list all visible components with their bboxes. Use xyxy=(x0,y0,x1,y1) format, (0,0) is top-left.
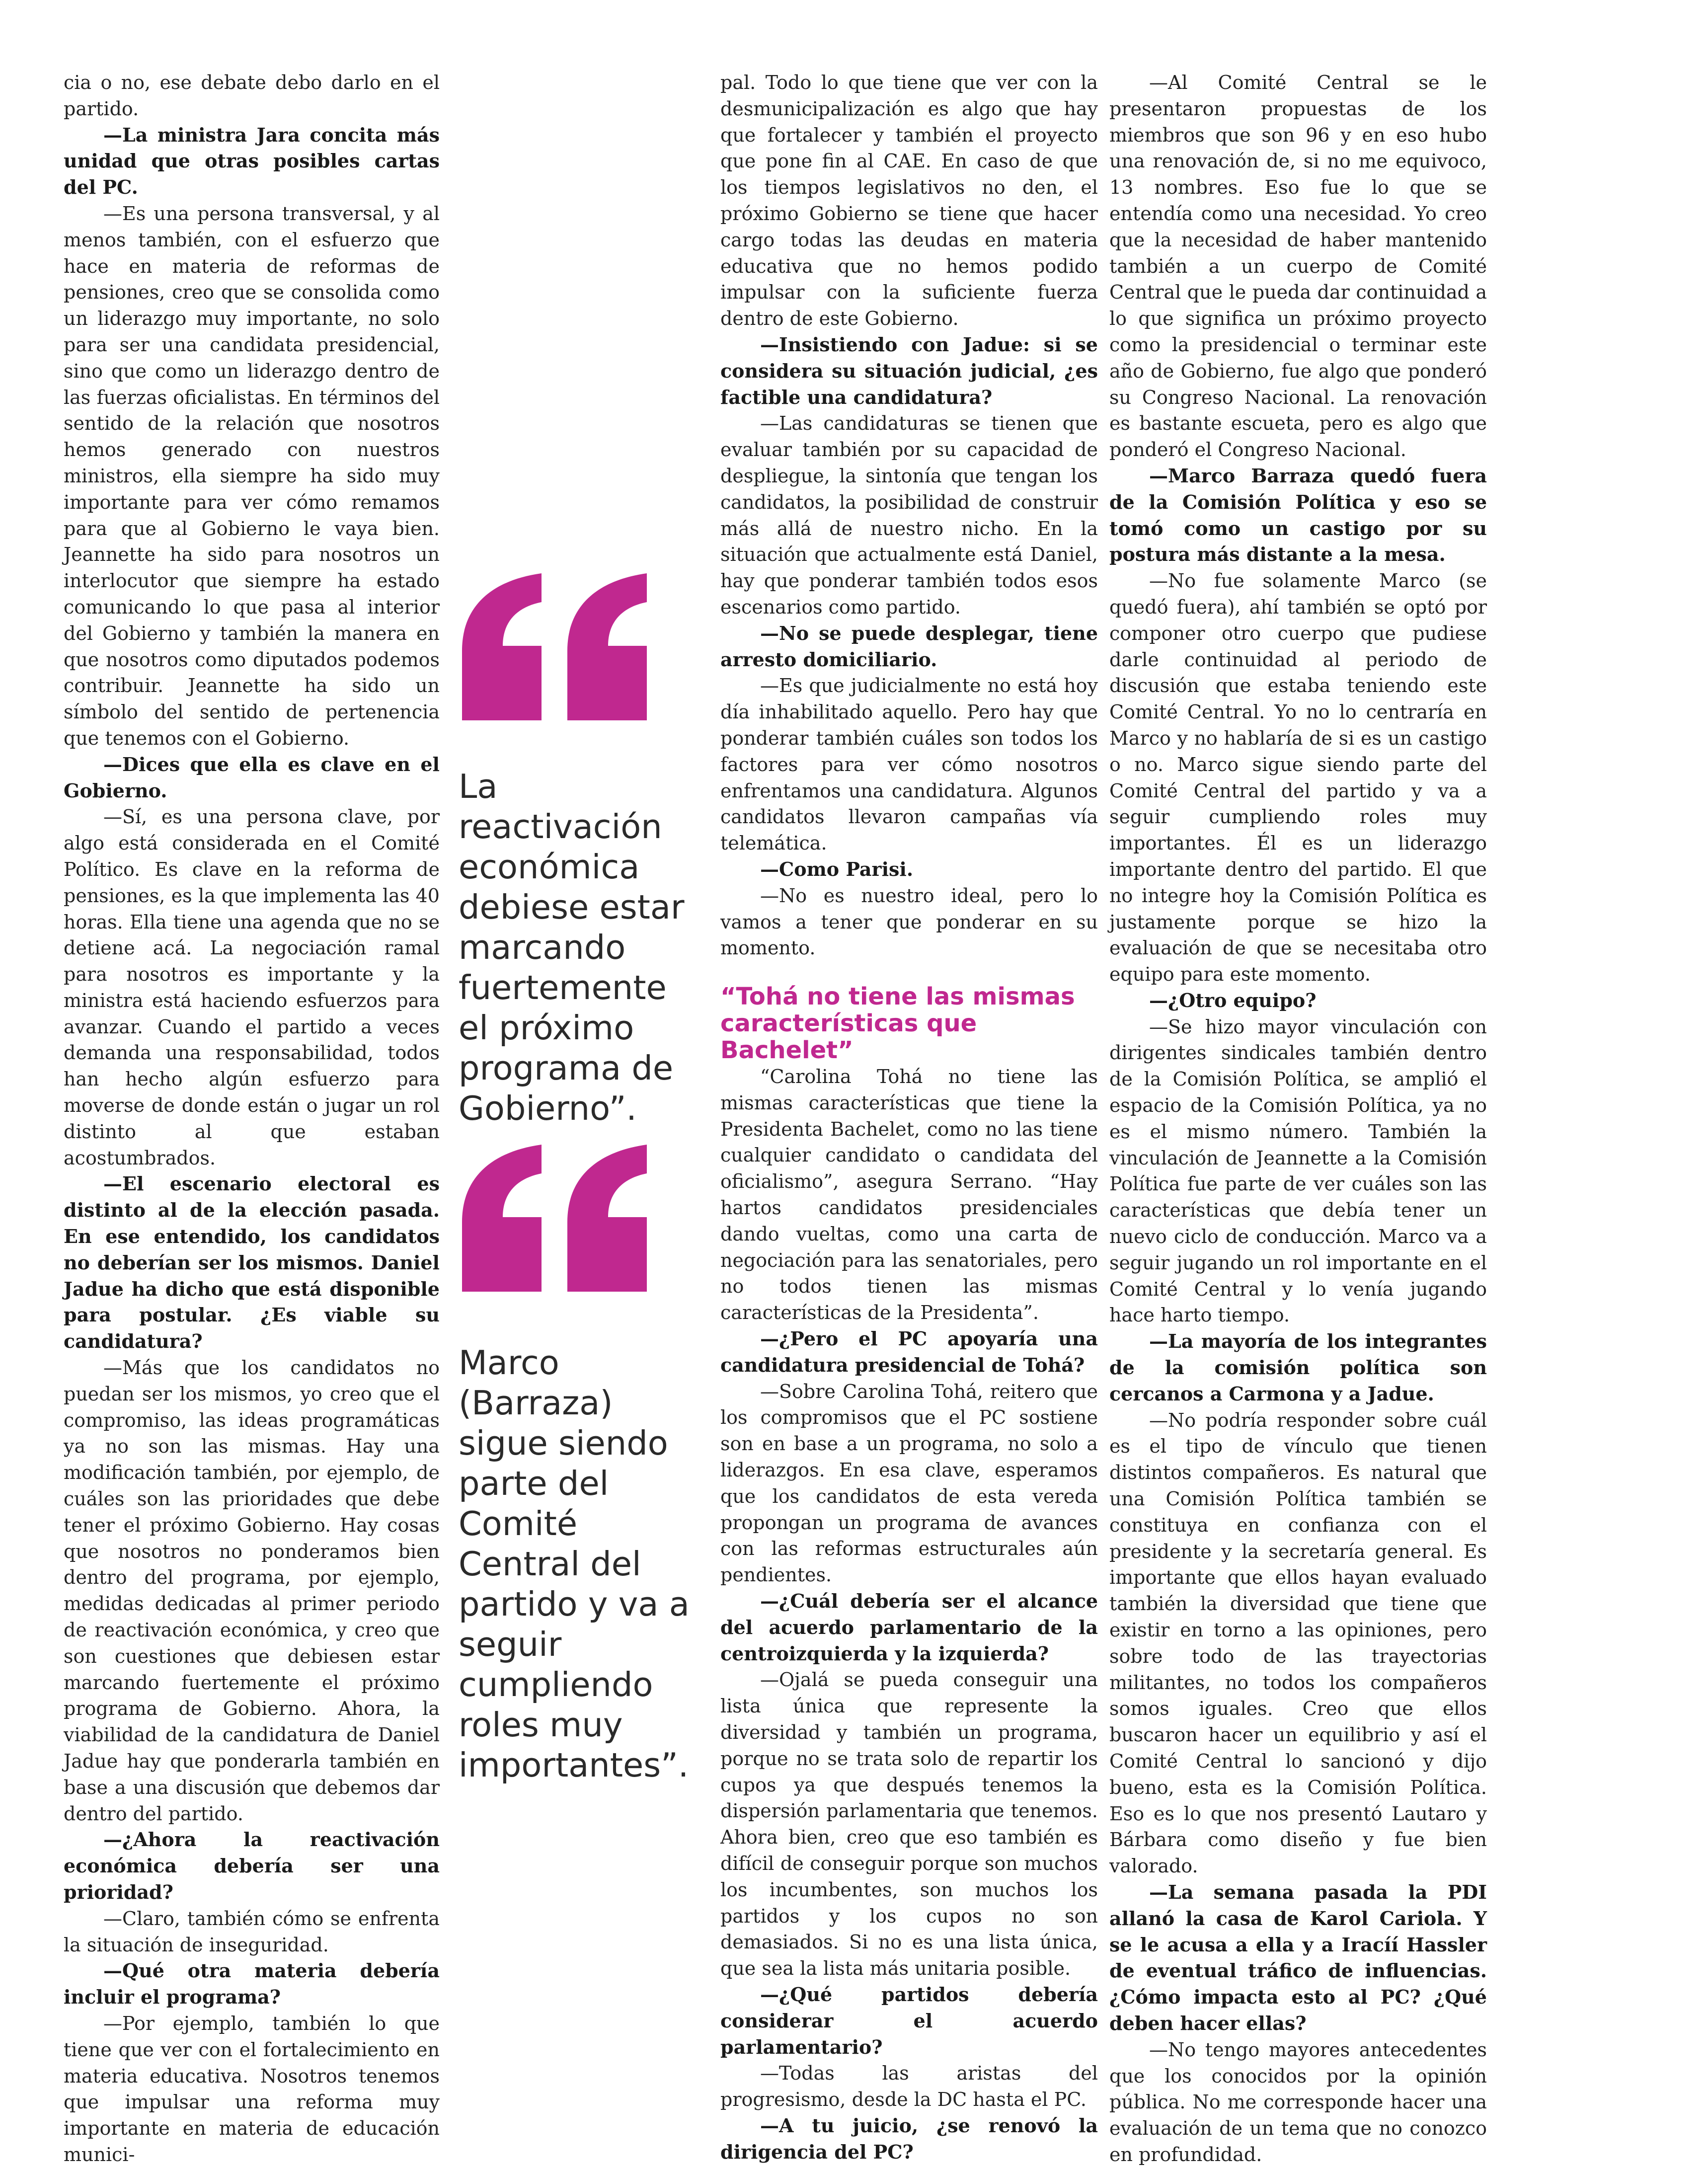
interview-question: —¿Pero el PC apoyaría una candidatura presidencial de Tohá? xyxy=(720,1327,1098,1376)
interview-answer: —Las candidaturas se tienen que evaluar también por su capacidad de despliegue, la sintonía que tengan los candidatos, la posibilidad de construir más allá de nuestro nicho. En la situación que actualmente está Daniel, hay que ponderar también todos esos escenarios como partido. xyxy=(720,412,1098,618)
article-column-4 xyxy=(1109,70,1487,2168)
interview-answer: —Por ejemplo, también lo que tiene que ver con el fortalecimiento en materia educativa. Nosotros tenemos que impulsar una reforma muy importante en materia de educación munici- xyxy=(64,2012,440,2166)
interview-question: —Marco Barraza quedó fuera de la Comisión Política y eso se tomó como un castigo por su postura más distante a la mesa. xyxy=(1109,464,1487,566)
interview-answer: —Al Comité Central se le presentaron propuestas de los miembros que son 96 y en eso hubo una renovación de, si no me equivoco, 13 nombres. Eso fue lo que se entendía como una necesidad. Yo creo que la necesidad de haber mantenido también a un cuerpo de Comité Central que le pueda dar continuidad a lo que significa un próximo proyecto como la presidencial o terminar este año de Gobierno, fue algo que ponderó su Congreso Nacional. La renovación es bastante escueta, pero es algo que ponderó el Congreso Nacional. xyxy=(1109,72,1487,461)
interview-answer: cia o no, ese debate debo darlo en el partido. xyxy=(64,72,440,120)
interview-question: —¿Ahora la reactivación económica debería ser una prioridad? xyxy=(64,1828,440,1903)
interview-answer: —Sobre Carolina Tohá, reitero que los compromisos que el PC sostiene son en base a un programa, no solo a liderazgos. En esa clave, esperamos que los candidatos de esta vereda propongan un programa de avances con las reformas estructurales aún pendientes. xyxy=(720,1380,1098,1586)
pull-quote-2: Marco (Barraza) sigue siendo parte del Comité Central del partido y va a seguir cumpliendo roles muy importantes”. xyxy=(459,1343,690,1784)
interview-question: —Como Parisi. xyxy=(760,857,914,880)
quote-mark-icon xyxy=(457,1143,656,1292)
interview-question: —A tu juicio, ¿se renovó la dirigencia del PC? xyxy=(720,2114,1098,2163)
interview-answer: —Sí, es una persona clave, por algo está considerada en el Comité Político. Es clave en la reforma de pensiones, es la que implementa las 40 horas. Ella tiene una agenda que no se detiene acá. La negociación ramal para nosotros es importante y la ministra está haciendo esfuerzos para avanzar. Cuando el partido a veces demanda una responsabilidad, todos han hecho algún esfuerzo para moverse de donde están o jugar un rol distinto al que estaban acostumbrados. xyxy=(64,806,440,1169)
interview-question: —El escenario electoral es distinto al de la elección pasada. En ese entendido, los candidatos no deberían ser los mismos. Daniel Jadue ha dicho que está disponible para postular. ¿Es viable su candidatura? xyxy=(64,1172,440,1353)
interview-question: —Dices que ella es clave en el Gobierno. xyxy=(64,753,440,802)
interview-question: —La mayoría de los integrantes de la comisión política son cercanos a Carmona y a Jadue. xyxy=(1109,1330,1487,1405)
interview-question: —Insistiendo con Jadue: si se considera su situación judicial, ¿es factible una candidatura? xyxy=(720,333,1098,408)
interview-question: —Qué otra materia debería incluir el programa? xyxy=(64,1959,440,2009)
interview-question: —¿Cuál debería ser el alcance del acuerdo parlamentario de la centroizquierda y la izquierda? xyxy=(720,1590,1098,1665)
interview-question: —¿Qué partidos debería considerar el acuerdo parlamentario? xyxy=(720,1983,1098,2058)
interview-answer: —Ojalá se pueda conseguir una lista única que represente la diversidad y también un programa, porque no se trata solo de repartir los cupos ya que después tenemos la dispersión parlamentaria que tenemos. Ahora bien, creo que eso también es difícil de conseguir porque son muchos los incumbentes, son muchos los partidos y los cupos no son demasiados. Si no es una lista única, que sea la lista más unitaria posible. xyxy=(720,1669,1098,1980)
interview-answer: —Se hizo mayor vinculación con dirigentes sindicales también dentro de la Comisión Política, se amplió el espacio de la Comisión Política, ya no es el mismo número. También la vinculación de Jeannette a la Comisión Política fue parte de ver cuáles son las características que debía tener un nuevo ciclo de conducción. Marco va a seguir jugando un rol importante en el Comité Central y lo venía jugando hace harto tiempo. xyxy=(1109,1015,1487,1326)
interview-answer: —Es una persona transversal, y al menos también, con el esfuerzo que hace en materia de reformas de pensiones, creo que se consolida como un liderazgo muy importante, no solo para ser una candidata presidencial, sino que como un liderazgo dentro de las fuerzas oficialistas. En términos del sentido de la relación que nosotros hemos generado con nuestros ministros, ella siempre ha sido muy importante para ver cómo remamos para que al Gobierno le vaya bien. Jeannette ha sido para nosotros un interlocutor que siempre ha estado comunicando lo que pasa al interior del Gobierno y también la manera en que nosotros como diputados podemos contribuir. Jeannette ha sido un símbolo del sentido de pertenencia que tenemos con el Gobierno. xyxy=(64,202,440,749)
interview-answer: —Es que judicialmente no está hoy día inhabilitado aquello. Pero hay que ponderar también cuáles son todos los factores para ver cómo nosotros enfrentamos una candidatura. Algunos candidatos llevaron campañas vía telemática. xyxy=(720,675,1098,854)
section-heading: “Tohá no tiene las mismas características que Bachelet” xyxy=(720,983,1075,1065)
quote-mark-icon xyxy=(457,571,656,720)
article-column-3 xyxy=(720,70,1098,2166)
interview-question: —No se puede desplegar, tiene arresto domiciliario. xyxy=(720,621,1098,671)
interview-answer: —No tengo mayores antecedentes que los conocidos por la opinión pública. No me corresponde hacer una evaluación de un tema que no conozco en profundidad. xyxy=(1109,2038,1487,2166)
interview-question: —La ministra Jara concita más unidad que otras posibles cartas del PC. xyxy=(64,123,440,199)
article-column-1 xyxy=(64,70,440,2168)
interview-answer: —No es nuestro ideal, pero lo vamos a tener que ponderar en su momento. xyxy=(720,884,1098,959)
interview-answer: —No podría responder sobre cuál es el tipo de vínculo que tienen distintos compañeros. Es natural que una Comisión Política también se constituya en confianza con el presidente y la secretaría general. Es importante que ellos hayan evaluado también la diversidad que tiene que existir en torno a las opiniones, pero sobre todo de las trayectorias militantes, no todos los compañeros somos iguales. Creo que ellos buscaron hacer un equilibrio y así el Comité Central lo sancionó y dijo bueno, esta es la Comisión Política. Eso es lo que nos presentó Lautaro y Bárbara como diseño y fue bien valorado. xyxy=(1109,1409,1487,1877)
interview-answer: —No fue solamente Marco (se quedó fuera), ahí también se optó por componer otro cuerpo que pudiese darle continuidad al periodo de discusión que estaba teniendo este Comité Central. Yo no lo centraría en Marco y no hablaría de si es un castigo o no. Marco sigue siendo parte del Comité Central del partido y va a seguir cumpliendo roles muy importantes. Él es un liderazgo importante dentro del partido. El que no integre hoy la Comisión Política es justamente porque se hizo la evaluación de que se necesitaba otro equipo para este momento. xyxy=(1109,570,1487,986)
interview-answer: —Todas las aristas del progresismo, desde la DC hasta el PC. xyxy=(720,2062,1098,2111)
interview-answer: “Carolina Tohá no tiene las mismas características que tiene la Presidenta Bachelet, como no las tiene cualquier candidato o candidata del oficialismo”, asegura Serrano. “Hay hartos candidatos presidenciales dando vueltas, como una carta de negociación para las senatoriales, pero no todos tienen las mismas características de la Presidenta”. xyxy=(720,1066,1098,1324)
interview-question: —¿Otro equipo? xyxy=(1149,989,1317,1011)
interview-answer: —Más que los candidatos no puedan ser los mismos, yo creo que el compromiso, las ideas programáticas ya no son las mismas. Hay una modificación también, por ejemplo, de cuáles son las prioridades que debe tener el próximo Gobierno. Hay cosas que nosotros no ponderamos bien dentro del programa, por ejemplo, medidas dedicadas al primer periodo de reactivación económica, y creo que son cuestiones que debiesen estar marcando fuertemente el próximo programa de Gobierno. Ahora, la viabilidad de la candidatura de Daniel Jadue hay que ponderarla también en base a una discusión que debemos dar dentro del partido. xyxy=(64,1357,440,1825)
interview-answer: —Claro, también cómo se enfrenta la situación de inseguridad. xyxy=(64,1907,440,1956)
interview-answer: pal. Todo lo que tiene que ver con la desmunicipalización es algo que hay que fortalecer y también el proyecto que pone fin al CAE. En caso de que los tiempos legislativos no den, el próximo Gobierno se tiene que hacer cargo todas las deudas en materia educativa que no hemos podido impulsar con la suficiente fuerza dentro de este Gobierno. xyxy=(720,72,1098,330)
interview-question: —La semana pasada la PDI allanó la casa de Karol Cariola. Y se le acusa a ella y a Iracíí Hassler de eventual tráfico de influencias. ¿Cómo impacta esto al PC? ¿Qué deben hacer ellas? xyxy=(1109,1880,1487,2034)
pull-quote-1: La reactivación económica debiese estar marcando fuertemente el próximo programa de Gobierno”. xyxy=(459,767,685,1128)
